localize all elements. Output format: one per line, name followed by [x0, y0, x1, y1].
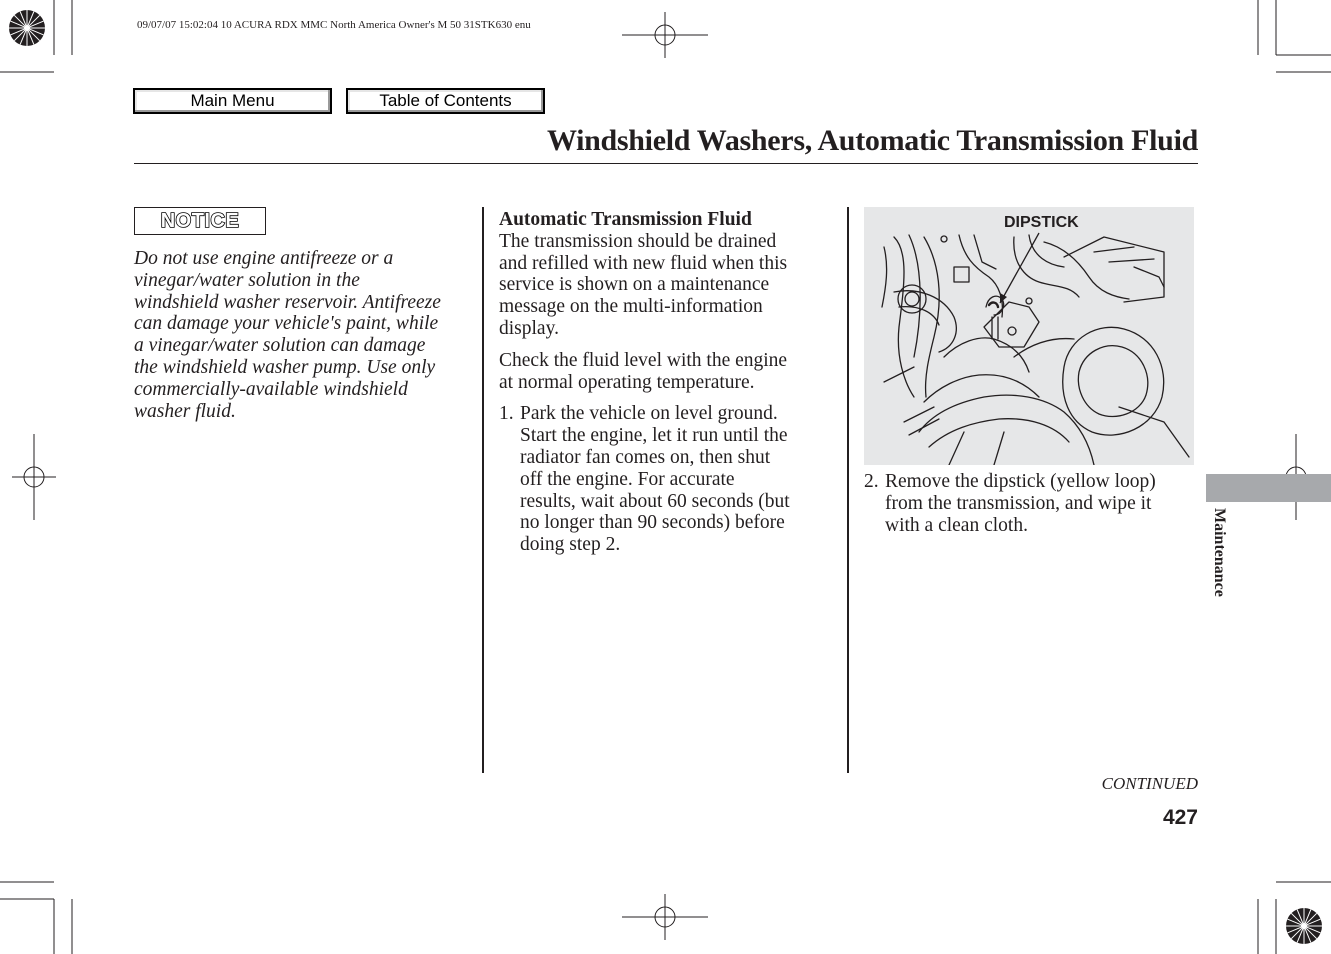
continued-label: CONTINUED — [1101, 774, 1198, 793]
registration-star — [9, 10, 45, 46]
intro-paragraph: The transmission should be drained and refilled with new fluid when this service is shown on a maintenance message on the multi-information display. — [499, 230, 788, 339]
table-of-contents-button[interactable]: Table of Contents — [346, 88, 545, 114]
notice-text: Do not use engine antifreeze or a vinegar/water solution in the windshield washer reservoir. Antifreeze can damage your vehicle's paint, while a vinegar/water solution can damage the windshield washer pump. Use only commercially-available windshield washer fluid. — [134, 248, 441, 422]
page-number: 427 — [1162, 806, 1198, 829]
atf-section — [499, 209, 837, 556]
leader-line — [1000, 233, 1039, 303]
step-1: 1. Park the vehicle on level ground. Start the engine, let it run until the radiator fan comes on, then shut off the engine. For accurate results, wait about 60 seconds (but no longer than 90 seconds) before doing step 2. — [499, 403, 790, 556]
step-2: 2. Remove the dipstick (yellow loop) from the transmission, and wipe it with a clean cloth. — [864, 471, 1156, 536]
check-paragraph: Check the fluid level with the engine at normal operating temperature. — [499, 349, 788, 393]
section-tab-label: Maintenance — [1211, 508, 1228, 597]
engine-drawing — [864, 207, 1194, 465]
title-rule — [134, 163, 1198, 164]
column-divider — [847, 207, 849, 773]
section-heading: Automatic Transmission Fluid — [499, 209, 752, 230]
dipstick-illustration — [864, 207, 1194, 465]
registration-star — [1286, 908, 1322, 944]
print-slug: 09/07/07 15:02:04 10 ACURA RDX MMC North America Owner's M 50 31STK630 enu — [137, 19, 531, 31]
section-tab-marker — [1206, 474, 1331, 502]
column-divider — [482, 207, 484, 773]
notice-badge: NOTICE — [134, 207, 266, 235]
main-menu-button[interactable]: Main Menu — [133, 88, 332, 114]
page-title: Windshield Washers, Automatic Transmission Fluid — [546, 124, 1198, 157]
dipstick-label: DIPSTICK — [1004, 214, 1079, 231]
